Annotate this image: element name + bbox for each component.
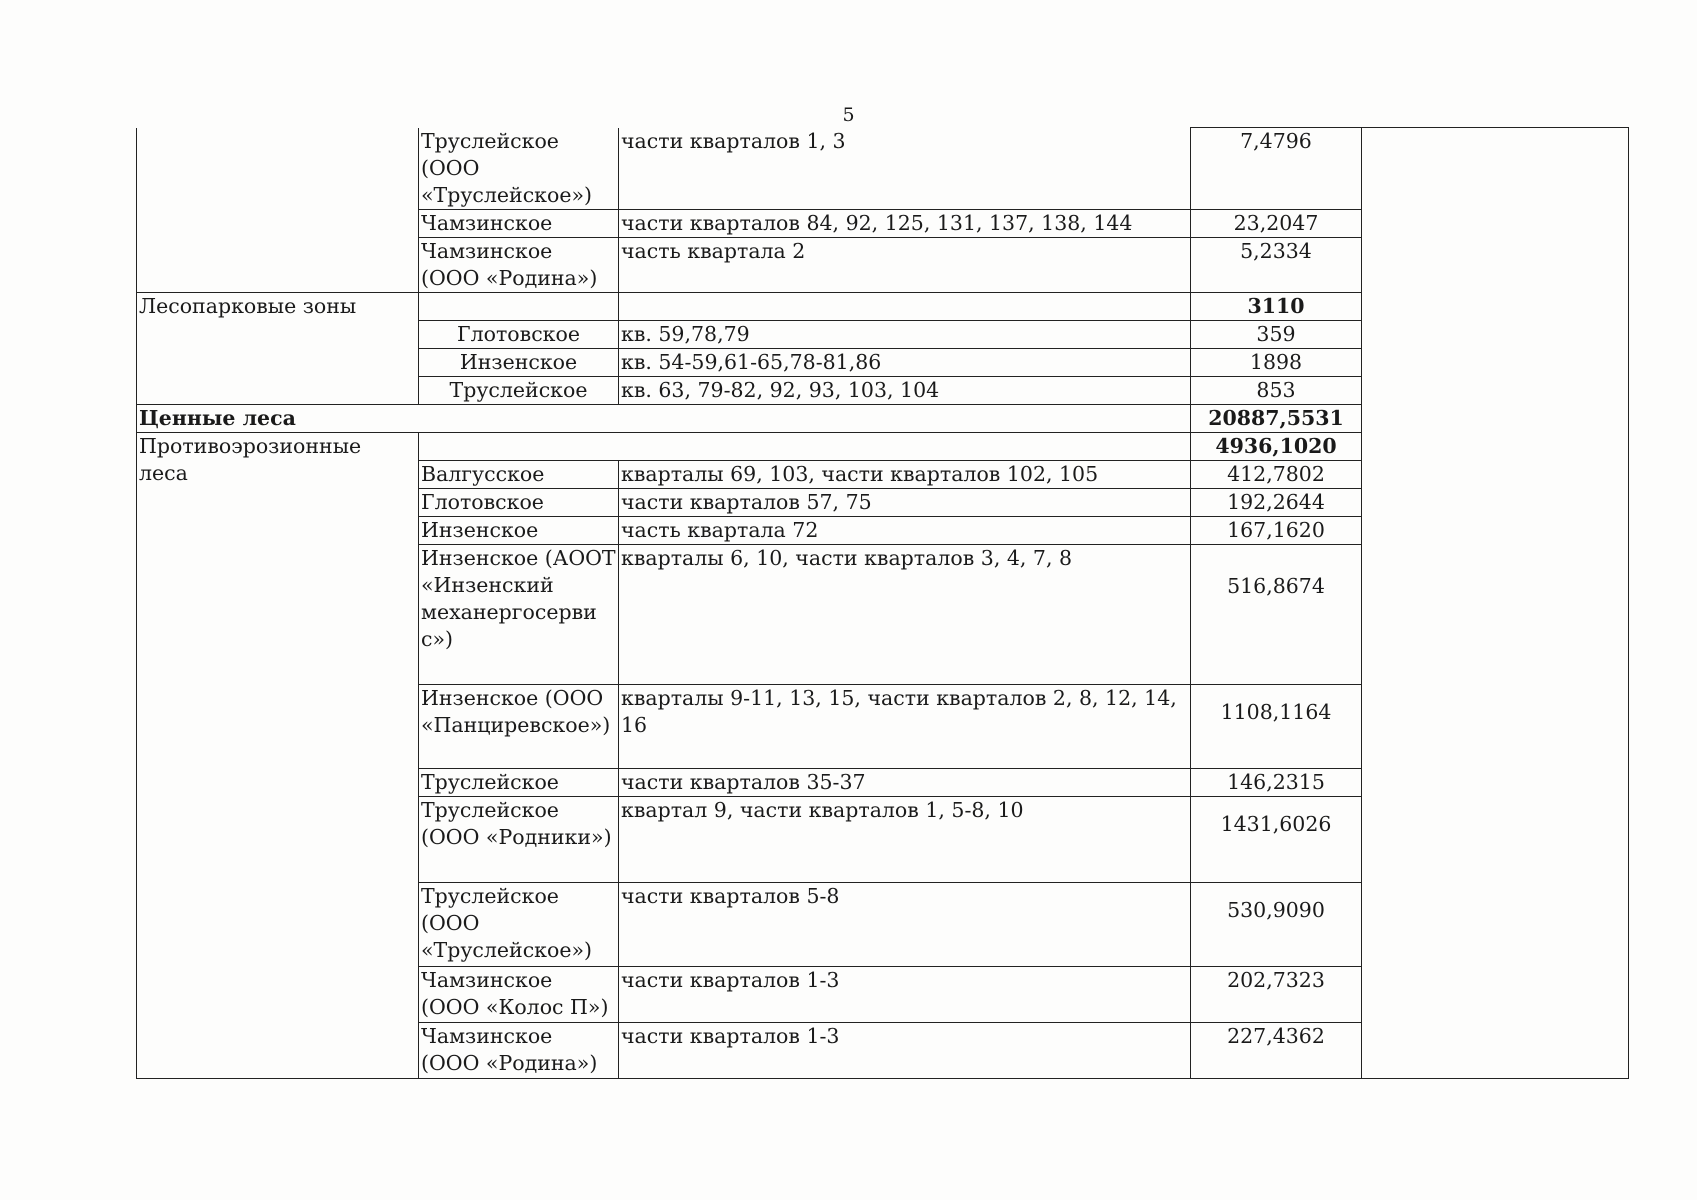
- area-cell: 227,4362: [1191, 1022, 1362, 1078]
- category-cell-empty: [137, 128, 419, 293]
- area-cell: 192,2644: [1191, 488, 1362, 516]
- description-cell: части кварталов 5-8: [619, 882, 1191, 966]
- area-cell: 516,8674: [1191, 544, 1362, 684]
- description-cell: части кварталов 1-3: [619, 1022, 1191, 1078]
- notes-column: [1362, 128, 1629, 1079]
- area-cell: 853: [1191, 376, 1362, 404]
- district-cell: Глотовское: [419, 320, 619, 348]
- page-number: 5: [842, 104, 855, 126]
- area-cell: 202,7323: [1191, 966, 1362, 1022]
- description-cell: части кварталов 57, 75: [619, 488, 1191, 516]
- district-cell: Чамзинское: [419, 209, 619, 237]
- description-cell: [619, 292, 1191, 320]
- valuable-total: 20887,5531: [1191, 404, 1362, 432]
- forest-table-wrapper: [136, 127, 1629, 1079]
- description-cell: часть квартала 2: [619, 237, 1191, 292]
- area-cell: 167,1620: [1191, 516, 1362, 544]
- table-row: [137, 128, 1629, 210]
- district-cell: Чамзинское (ООО «Родина»): [419, 1022, 619, 1078]
- district-cell: Инзенское: [419, 516, 619, 544]
- district-cell: Инзенское: [419, 348, 619, 376]
- description-cell: части кварталов 1-3: [619, 966, 1191, 1022]
- district-cell: Труслейское (ООО «Родники»): [419, 796, 619, 882]
- description-cell: квартал 9, части кварталов 1, 5-8, 10: [619, 796, 1191, 882]
- district-cell: Инзенское (АООТ «Инзенский механергосерви с»): [419, 544, 619, 684]
- district-cell: Чамзинское (ООО «Родина»): [419, 237, 619, 292]
- category-label-forest-park: Лесопарковые зоны: [137, 292, 419, 404]
- forest-park-total: 3110: [1191, 292, 1362, 320]
- description-cell: кварталы 6, 10, части кварталов 3, 4, 7, 8: [619, 544, 1191, 684]
- description-cell: части кварталов 84, 92, 125, 131, 137, 138, 144: [619, 209, 1191, 237]
- description-cell: кв. 59,78,79: [619, 320, 1191, 348]
- description-cell: кварталы 9-11, 13, 15, части кварталов 2, 8, 12, 14, 16: [619, 684, 1191, 768]
- description-cell: кв. 63, 79-82, 92, 93, 103, 104: [619, 376, 1191, 404]
- district-cell: Инзенское (ООО «Панциревское»): [419, 684, 619, 768]
- area-cell: 5,2334: [1191, 237, 1362, 292]
- category-label-anti-erosion: Противоэрозионные леса: [137, 432, 419, 1078]
- district-cell: Труслейское: [419, 768, 619, 796]
- area-cell: 23,2047: [1191, 209, 1362, 237]
- description-cell: часть квартала 72: [619, 516, 1191, 544]
- empty-cell: [419, 432, 1191, 460]
- area-cell: 1431,6026: [1191, 796, 1362, 882]
- description-cell: части кварталов 35-37: [619, 768, 1191, 796]
- district-cell: Труслейское (ООО «Труслейское»): [419, 128, 619, 210]
- area-cell: 412,7802: [1191, 460, 1362, 488]
- area-cell: 1898: [1191, 348, 1362, 376]
- description-cell: кварталы 69, 103, части кварталов 102, 105: [619, 460, 1191, 488]
- district-cell: Глотовское: [419, 488, 619, 516]
- district-cell: [419, 292, 619, 320]
- district-cell: Чамзинское (ООО «Колос П»): [419, 966, 619, 1022]
- category-label-valuable: Ценные леса: [137, 404, 1191, 432]
- district-cell: Труслейское: [419, 376, 619, 404]
- description-cell: части кварталов 1, 3: [619, 128, 1191, 210]
- description-cell: кв. 54-59,61-65,78-81,86: [619, 348, 1191, 376]
- anti-erosion-total: 4936,1020: [1191, 432, 1362, 460]
- district-cell: Труслейское (ООО «Труслейское»): [419, 882, 619, 966]
- area-cell: 7,4796: [1191, 128, 1362, 210]
- area-cell: 359: [1191, 320, 1362, 348]
- forest-table: [136, 127, 1629, 1079]
- area-cell: 1108,1164: [1191, 684, 1362, 768]
- area-cell: 146,2315: [1191, 768, 1362, 796]
- area-cell: 530,9090: [1191, 882, 1362, 966]
- district-cell: Валгусское: [419, 460, 619, 488]
